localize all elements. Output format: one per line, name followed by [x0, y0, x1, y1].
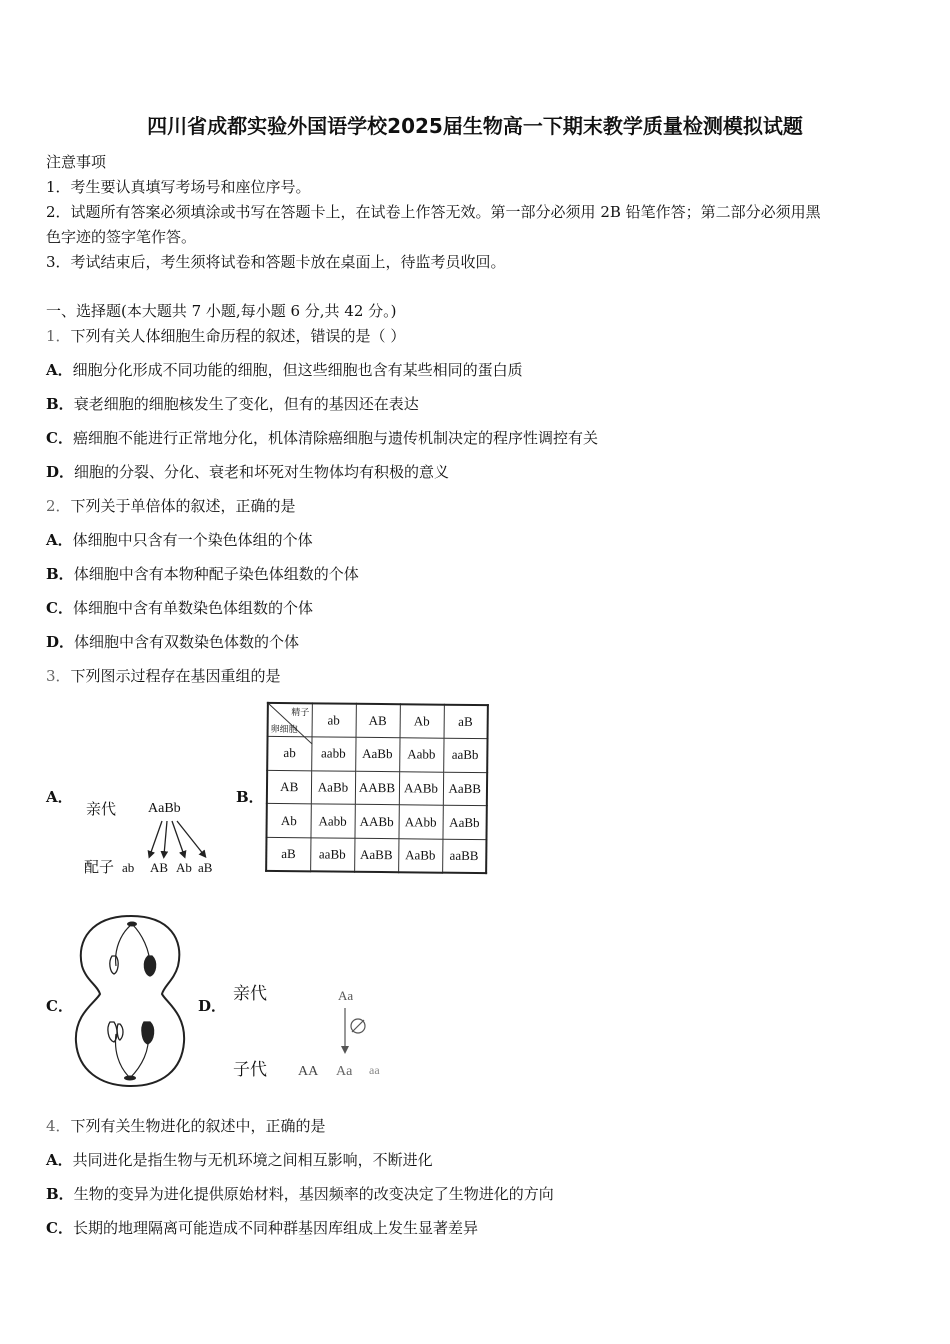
table-row	[267, 770, 487, 806]
child-label: 子代	[233, 1060, 267, 1080]
table-cell: AABB	[355, 771, 399, 805]
option-text: 生物的变异为进化提供原始材料，基因频率的改变决定了生物进化的方向	[73, 1185, 554, 1203]
child-Aa: Aa	[336, 1064, 353, 1079]
column-header: Ab	[400, 704, 444, 738]
option-4a	[46, 1150, 433, 1170]
punnett-square	[265, 702, 489, 874]
option-1b	[46, 394, 419, 414]
option-letter: B．	[46, 395, 74, 413]
table-cell: AABb	[399, 771, 443, 805]
option-letter: C．	[46, 429, 73, 447]
column-header: ab	[312, 703, 356, 737]
column-header: aB	[444, 705, 488, 739]
corner-bottom-label: 卵细胞	[270, 724, 298, 736]
corner-top-label: 精子	[291, 708, 310, 719]
child-AA: AA	[298, 1064, 319, 1079]
selfing-arrow	[336, 1006, 372, 1056]
gamete-label: 配子	[84, 858, 115, 876]
table-cell: aaBb	[443, 738, 487, 772]
option-2b	[46, 564, 359, 584]
option-text: 共同进化是指生物与无机环境之间相互影响，不断进化	[72, 1151, 433, 1169]
gamete-aB: aB	[198, 860, 213, 875]
row-header: Ab	[266, 804, 310, 838]
dividing-cell-diagram	[70, 910, 192, 1090]
question-2	[46, 496, 296, 516]
option-letter: B．	[46, 1185, 74, 1203]
table-cell: aaBb	[310, 838, 354, 872]
page-title: 四川省成都实验外国语学校2025届生物高一下期末教学质量检测模拟试题	[147, 114, 803, 138]
parent-genotype: AaBb	[148, 801, 181, 816]
table-cell: AaBb	[355, 737, 399, 771]
option-text: 衰老细胞的细胞核发生了变化，但有的基因还在表达	[73, 395, 419, 413]
section-heading: 一、选择题(本大题共 7 小题,每小题 6 分,共 42 分。)	[46, 302, 397, 320]
option-3a-letter: A．	[46, 788, 73, 806]
table-cell: AaBB	[443, 772, 487, 806]
table-cell: AaBb	[398, 839, 442, 873]
option-letter: A．	[46, 1151, 73, 1169]
option-1c	[46, 428, 598, 448]
table-cell: AaBb	[442, 805, 486, 839]
question-stem: 下列关于单倍体的叙述，正确的是	[70, 497, 296, 515]
table-corner-cell	[268, 703, 312, 737]
parent-label: 亲代	[86, 800, 117, 818]
figure-a-gamete-diagram	[80, 795, 230, 880]
parent-genotype: Aa	[338, 988, 354, 1003]
notice-item-2-cont: 色字迹的签字笔作答。	[46, 228, 197, 246]
table-cell: AABb	[354, 805, 398, 839]
option-text: 细胞的分裂、分化、衰老和坏死对生物体均有积极的意义	[74, 463, 450, 481]
question-number: 1．	[46, 327, 71, 345]
option-text: 体细胞中含有双数染色体数的个体	[74, 633, 300, 651]
question-number: 2．	[46, 497, 71, 515]
question-4	[46, 1116, 326, 1136]
option-letter: D．	[46, 633, 75, 651]
option-4c	[46, 1218, 478, 1238]
question-number: 3．	[46, 667, 71, 685]
question-stem: 下列有关人体细胞生命历程的叙述，错误的是（ ）	[70, 327, 406, 345]
table-cell: AaBB	[354, 838, 398, 872]
gamete-Ab: Ab	[176, 860, 192, 875]
column-header: AB	[356, 704, 400, 738]
option-1d	[46, 462, 449, 482]
option-letter: A．	[46, 531, 73, 549]
row-header: AB	[267, 770, 311, 804]
notice-item-3: 3．考试结束后，考生须将试卷和答题卡放在桌面上，待监考员收回。	[46, 253, 506, 271]
question-3	[46, 666, 281, 686]
option-text: 癌细胞不能进行正常地分化，机体清除癌细胞与遗传机制决定的程序性调控有关	[72, 429, 598, 447]
child-aa: aa	[369, 1063, 380, 1077]
table-row	[266, 804, 486, 840]
option-1a	[46, 360, 523, 380]
table-cell: Aabb	[310, 804, 354, 838]
option-text: 体细胞中含有本物种配子染色体组数的个体	[73, 565, 359, 583]
table-cell: AaBb	[311, 770, 355, 804]
option-2a	[46, 530, 313, 550]
table-cell: Aabb	[399, 738, 443, 772]
option-letter: C．	[46, 599, 73, 617]
table-cell: aabb	[311, 737, 355, 771]
table-cell: AAbb	[398, 805, 442, 839]
parent-label: 亲代	[233, 984, 267, 1004]
notice-heading: 注意事项	[46, 153, 107, 171]
option-text: 体细胞中只含有一个染色体组的个体	[72, 531, 313, 549]
option-3b-letter: B．	[236, 788, 264, 806]
notice-item-2: 2．试题所有答案必须填涂或书写在答题卡上，在试卷上作答无效。第一部分必须用 2B 铅笔作答；第二部分必须用黑	[46, 203, 821, 221]
gamete-ab: ab	[122, 860, 135, 875]
table-cell: aaBB	[442, 839, 486, 873]
option-3d-letter: D．	[198, 997, 227, 1015]
option-letter: D．	[46, 463, 75, 481]
question-stem: 下列有关生物进化的叙述中，正确的是	[70, 1117, 326, 1135]
row-header: ab	[267, 736, 311, 770]
option-4b	[46, 1184, 554, 1204]
option-text: 细胞分化形成不同功能的细胞，但这些细胞也含有某些相同的蛋白质	[72, 361, 523, 379]
row-header: aB	[266, 837, 310, 871]
option-2d	[46, 632, 299, 652]
option-letter: B．	[46, 565, 74, 583]
option-letter: C．	[46, 1219, 73, 1237]
option-3c-letter: C．	[46, 997, 73, 1015]
notice-item-1: 1．考生要认真填写考场号和座位序号。	[46, 178, 311, 196]
question-stem: 下列图示过程存在基因重组的是	[70, 667, 281, 685]
option-letter: A．	[46, 361, 73, 379]
question-number: 4．	[46, 1117, 71, 1135]
table-header-row	[268, 703, 488, 739]
option-text: 体细胞中含有单数染色体组数的个体	[72, 599, 313, 617]
question-1	[46, 326, 405, 346]
option-2c	[46, 598, 313, 618]
option-text: 长期的地理隔离可能造成不同种群基因库组成上发生显著差异	[72, 1219, 478, 1237]
table-row	[266, 837, 486, 873]
gamete-AB: AB	[150, 860, 169, 875]
